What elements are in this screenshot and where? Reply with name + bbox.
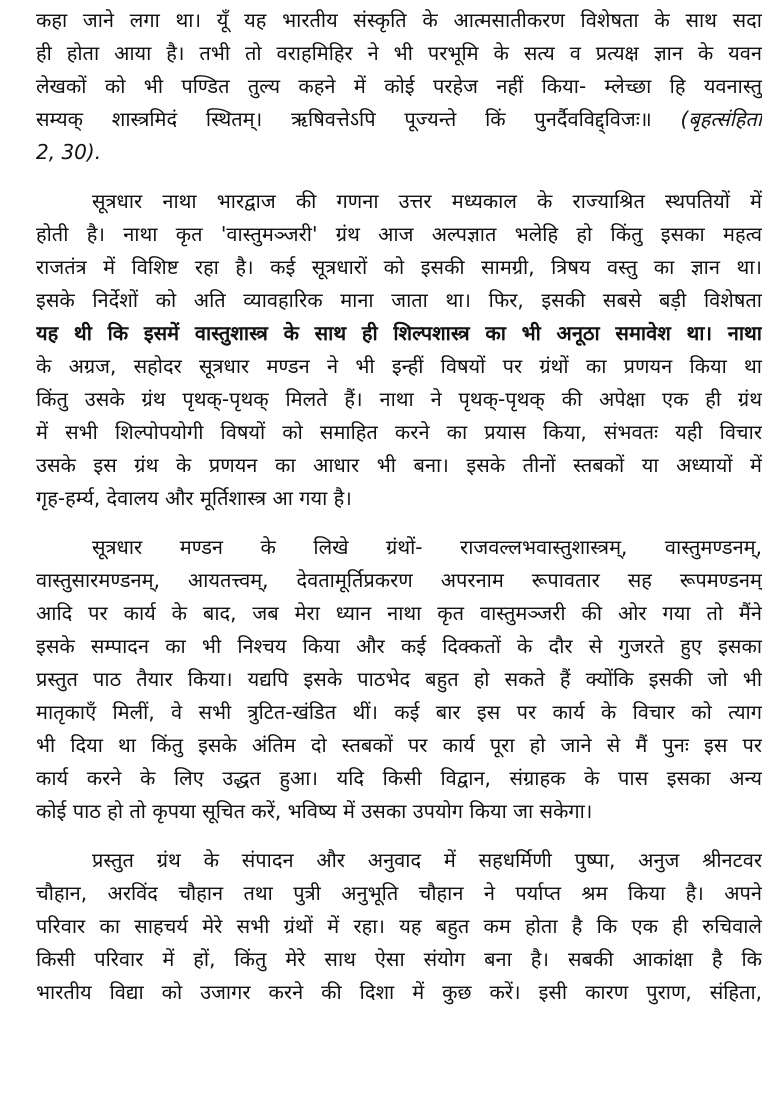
text-line: यह थी कि इसमें वास्तुशास्त्र के साथ ही शिल्पशास्त्र का भी अनूठा समावेश था। नाथा bbox=[36, 321, 762, 345]
text-line: भी दिया था किंतु इसके अंतिम दो स्तबकों पर कार्य पूरा हो जाने से मैं पुनः इस पर bbox=[36, 733, 762, 757]
text-line: इसके सम्पादन का भी निश्चय किया और कई दिक्कतों के दौर से गुजरते हुए इसका bbox=[36, 634, 762, 658]
text-line: कोई पाठ हो तो कृपया सूचित करें, भविष्य में उसका उपयोग किया जा सकेगा। bbox=[36, 799, 593, 823]
text-line: के अग्रज, सहोदर सूत्रधार मण्डन ने भी इन्हीं विषयों पर ग्रंथों का प्रणयन किया था bbox=[36, 354, 762, 378]
text-line: में सभी शिल्पोपयोगी विषयों को समाहित करने का प्रयास किया, संभवतः यही विचार bbox=[36, 420, 762, 444]
text-line: प्रस्तुत पाठ तैयार किया। यद्यपि इसके पाठभेद बहुत हो सकते हैं क्योंकि इसकी जो भी bbox=[36, 667, 762, 691]
text-line: परिवार का साहचर्य मेरे सभी ग्रंथों में रहा। यह बहुत कम होता है कि एक ही रुचिवाले bbox=[36, 914, 762, 938]
citation-reference: 2, 30). bbox=[36, 140, 102, 164]
text-line: गृह-हर्म्य, देवालय और मूर्तिशास्त्र आ गया है। bbox=[36, 486, 352, 510]
text-line: उसके इस ग्रंथ के प्रणयन का आधार भी बना। इसके तीनों स्तबकों या अध्यायों में bbox=[36, 453, 762, 477]
paragraph-2 bbox=[36, 185, 762, 515]
paragraph-3 bbox=[36, 531, 762, 828]
text-line: वास्तुसारमण्डनम्, आयतत्त्वम्, देवतामूर्तिप्रकरण अपरनाम रूपावतार सह रूपमण्डनम् bbox=[36, 568, 762, 592]
text-line bbox=[36, 103, 762, 136]
text-line: प्रस्तुत ग्रंथ के संपादन और अनुवाद में सहधर्मिणी पुष्पा, अनुज श्रीनटवर bbox=[92, 848, 762, 872]
text-line: भारतीय विद्या को उजागर करने की दिशा में कुछ करें। इसी कारण पुराण, संहिता, bbox=[36, 980, 762, 1004]
text-line: आदि पर कार्य के बाद, जब मेरा ध्यान नाथा कृत वास्तुमञ्जरी की ओर गया तो मैंने bbox=[36, 601, 762, 625]
text-line: सूत्रधार नाथा भारद्वाज की गणना उत्तर मध्यकाल के राज्याश्रित स्थपतियों में bbox=[92, 189, 762, 213]
citation-source: (बृहत्संहिता bbox=[680, 107, 762, 131]
text-line: ही होता आया है। तभी तो वराहमिहिर ने भी परभूमि के सत्य व प्रत्यक्ष ज्ञान के यवन bbox=[36, 41, 762, 65]
text-line: कार्य करने के लिए उद्धत हुआ। यदि किसी विद्वान, संग्राहक के पास इसका अन्य bbox=[36, 766, 762, 790]
text-line: चौहान, अरविंद चौहान तथा पुत्री अनुभूति चौहान ने पर्याप्त श्रम किया है। अपने bbox=[36, 881, 762, 905]
text-line: सूत्रधार मण्डन के लिखे ग्रंथों- राजवल्लभवास्तुशास्त्रम्, वास्तुमण्डनम्, bbox=[92, 535, 762, 559]
text-line: कहा जाने लगा था। यूँ यह भारतीय संस्कृति के आत्मसातीकरण विशेषता के साथ सदा bbox=[36, 8, 762, 32]
paragraph-1 bbox=[36, 4, 762, 169]
text-line: होती है। नाथा कृत 'वास्तुमञ्जरी' ग्रंथ आज अल्पज्ञात भलेहि हो किंतु इसका महत्व bbox=[36, 222, 762, 246]
text-line: लेखकों को भी पण्डित तुल्य कहने में कोई परहेज नहीं किया- म्लेच्छा हि यवनास्तु bbox=[36, 74, 762, 98]
text-line: इसके निर्देशों को अति व्यावहारिक माना जाता था। फिर, इसकी सबसे बड़ी विशेषता bbox=[36, 288, 762, 312]
text-line: मातृकाएँ मिलीं, वे सभी त्रुटित-खंडित थीं। कई बार इस पर कार्य के विचार को त्याग bbox=[36, 700, 762, 724]
sanskrit-verse: सम्यक् शास्त्रमिदं स्थितम्। ऋषिवत्तेऽपि पूज्यन्ते किं पुनर्दैवविद्द्विजः॥ bbox=[36, 107, 652, 131]
paragraph-4 bbox=[36, 844, 762, 1009]
text-line: राजतंत्र में विशिष्ट रहा है। कई सूत्रधारों को इसकी सामग्री, त्रिषय वस्तु का ज्ञान था। bbox=[36, 255, 762, 279]
text-line: किसी परिवार में हों, किंतु मेरे साथ ऐसा संयोग बना है। सबकी आकांक्षा है कि bbox=[36, 947, 762, 971]
text-line: किंतु उसके ग्रंथ पृथक्-पृथक् मिलते हैं। नाथा ने पृथक्-पृथक् की अपेक्षा एक ही ग्रंथ bbox=[36, 387, 762, 411]
